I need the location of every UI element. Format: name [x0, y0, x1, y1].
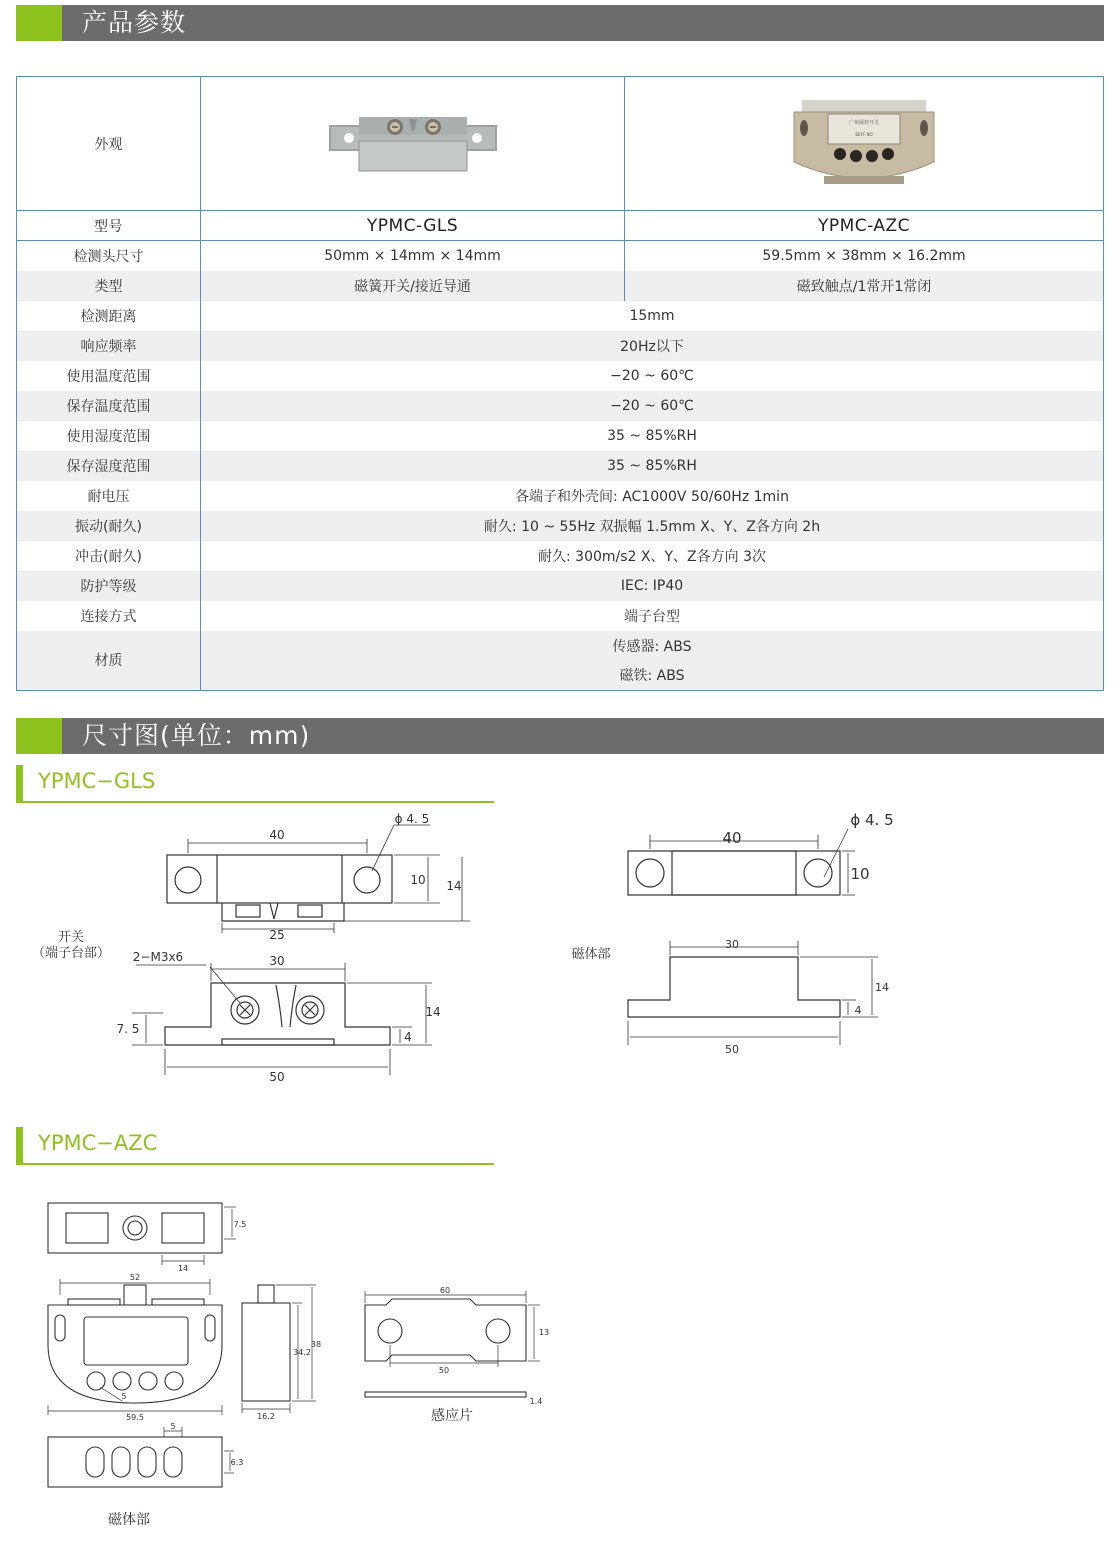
- section-title-dims: 尺寸图(单位：mm): [82, 721, 311, 750]
- spec-label: 振动(耐久): [17, 511, 201, 541]
- spec-label: 防护等级: [17, 571, 201, 601]
- spec-value: 20Hz以下: [201, 331, 1104, 361]
- gls-mag-dim-50: 50: [725, 1043, 739, 1056]
- gls-dim-30: 30: [269, 954, 285, 968]
- gls-dim-75: 7. 5: [116, 1022, 140, 1036]
- spec-value-azc: 磁致触点/1常开1常闭: [625, 271, 1104, 301]
- gls-dim-14: 14: [446, 879, 462, 893]
- azc-dim-13: 13: [538, 1328, 550, 1337]
- section-bar-params: [16, 5, 1104, 41]
- spec-value-material-magnet: 磁铁: ABS: [201, 661, 1104, 691]
- gls-subheader: [16, 765, 494, 803]
- azc-subheader: [16, 1127, 494, 1165]
- azc-dim-5: 5: [170, 1422, 176, 1431]
- gls-photo-cell: [201, 77, 625, 211]
- spec-value-gls: 磁簧开关/接近导通: [201, 271, 625, 301]
- subheader-underline: [16, 801, 494, 803]
- azc-dim-50: 50: [438, 1366, 450, 1375]
- gls-dim-phi: ϕ 4. 5: [394, 812, 430, 826]
- spec-label: 使用湿度范围: [17, 421, 201, 451]
- gls-dim-4: 4: [404, 1030, 412, 1044]
- spec-value-gls: 50mm × 14mm × 14mm: [201, 241, 625, 271]
- spec-label: 冲击(耐久): [17, 541, 201, 571]
- spec-value: 端子台型: [624, 608, 680, 625]
- azc-product-photo: [764, 92, 964, 192]
- subheader-underline: [16, 1163, 494, 1165]
- azc-drawings: [40, 1195, 560, 1535]
- azc-photo-cell: [625, 77, 1104, 211]
- azc-dim-595: 59.5: [126, 1413, 144, 1422]
- spec-value: −20 ~ 60℃: [610, 367, 694, 384]
- gls-mag-dim-14: 14: [875, 981, 889, 994]
- spec-label-material: 材质: [17, 631, 201, 691]
- section-bar-dims: [16, 718, 1104, 754]
- spec-value-azc: 59.5mm × 38mm × 16.2mm: [625, 241, 1104, 271]
- gls-mag-dim-30: 30: [725, 938, 739, 951]
- azc-dim-162: 16.2: [257, 1412, 275, 1421]
- gls-switch-label: [30, 930, 112, 962]
- spec-value: 各端子和外壳间: AC1000V 50/60Hz 1min: [515, 488, 789, 505]
- gls-product-photo: [313, 97, 513, 187]
- gls-mag-dim-phi: ϕ 4. 5: [850, 811, 894, 829]
- gls-dim-40: 40: [269, 828, 285, 842]
- spec-value: −20 ~ 60℃: [201, 391, 1104, 421]
- spec-value: 35 ~ 85%RH: [201, 451, 1104, 481]
- azc-dim-342: 34.2: [293, 1348, 311, 1357]
- gls-dim-14-side: 14: [425, 1005, 441, 1019]
- gls-switch-label-main: 开关: [57, 930, 84, 945]
- spec-label: 检测距离: [17, 301, 201, 331]
- gls-dim-50: 50: [269, 1070, 285, 1084]
- gls-dim-10: 10: [410, 873, 426, 887]
- appearance-label: 外观: [17, 77, 201, 211]
- gls-subheader-title: YPMC−GLS: [38, 769, 156, 793]
- subheader-bar: [16, 765, 23, 803]
- spec-value: 耐久: 10 ~ 55Hz 双振幅 1.5mm X、Y、Z各方向 2h: [201, 511, 1104, 541]
- spec-label: 保存湿度范围: [17, 451, 201, 481]
- model-label: 型号: [17, 211, 201, 241]
- spec-value-material-sensor: 传感器: ABS: [201, 631, 1104, 661]
- spec-label: 使用温度范围: [17, 361, 201, 391]
- gls-switch-drawing: [110, 805, 490, 1090]
- spec-label: 连接方式: [17, 601, 201, 631]
- azc-dim-60: 60: [439, 1286, 451, 1295]
- azc-dim-75: 7.5: [233, 1220, 247, 1229]
- gls-dim-m3: 2−M3x6: [132, 950, 184, 964]
- gls-magnet-label: 磁体部: [571, 947, 611, 962]
- gls-switch-label-sub: （端子台部）: [31, 946, 110, 961]
- azc-dim-63: 6.3: [230, 1458, 244, 1467]
- azc-dim-14: 14: [177, 1264, 189, 1273]
- azc-dim-52: 52: [129, 1273, 141, 1282]
- subheader-bar: [16, 1127, 23, 1165]
- azc-dim-38: 38: [310, 1340, 322, 1349]
- azc-photo-brand: 广州威控开关: [848, 119, 880, 126]
- gls-mag-dim-40: 40: [722, 829, 742, 847]
- section-title-params: 产品参数: [82, 8, 187, 37]
- spec-label: 响应频率: [17, 331, 201, 361]
- model-azc: YPMC-AZC: [625, 211, 1104, 241]
- spec-value: 35 ~ 85%RH: [607, 427, 697, 444]
- section-accent: [16, 5, 62, 41]
- azc-subheader-title: YPMC−AZC: [38, 1131, 158, 1155]
- gls-mag-dim-10: 10: [850, 865, 870, 883]
- spec-label: 保存温度范围: [17, 391, 201, 421]
- gls-magnet-drawing: [620, 805, 910, 1060]
- spec-label: 检测头尺寸: [17, 241, 201, 271]
- azc-dim-5a: 5: [121, 1392, 127, 1401]
- model-gls: YPMC-GLS: [201, 211, 625, 241]
- azc-dim-14b: 1.4: [529, 1397, 543, 1406]
- gls-dim-25: 25: [269, 928, 285, 942]
- spec-label: 耐电压: [17, 481, 201, 511]
- section-accent: [16, 718, 62, 754]
- gls-mag-dim-4: 4: [854, 1004, 862, 1017]
- azc-magnet-label: 磁体部: [108, 1512, 150, 1528]
- azc-plate-label: 感应片: [431, 1408, 473, 1424]
- spec-value: 耐久: 300m/s2 X、Y、Z各方向 3次: [538, 548, 766, 565]
- spec-table: [16, 76, 1104, 691]
- azc-photo-label: BEFF NO: [855, 131, 873, 137]
- spec-value: 15mm: [629, 307, 675, 324]
- spec-label: 类型: [17, 271, 201, 301]
- spec-value: IEC: IP40: [201, 571, 1104, 601]
